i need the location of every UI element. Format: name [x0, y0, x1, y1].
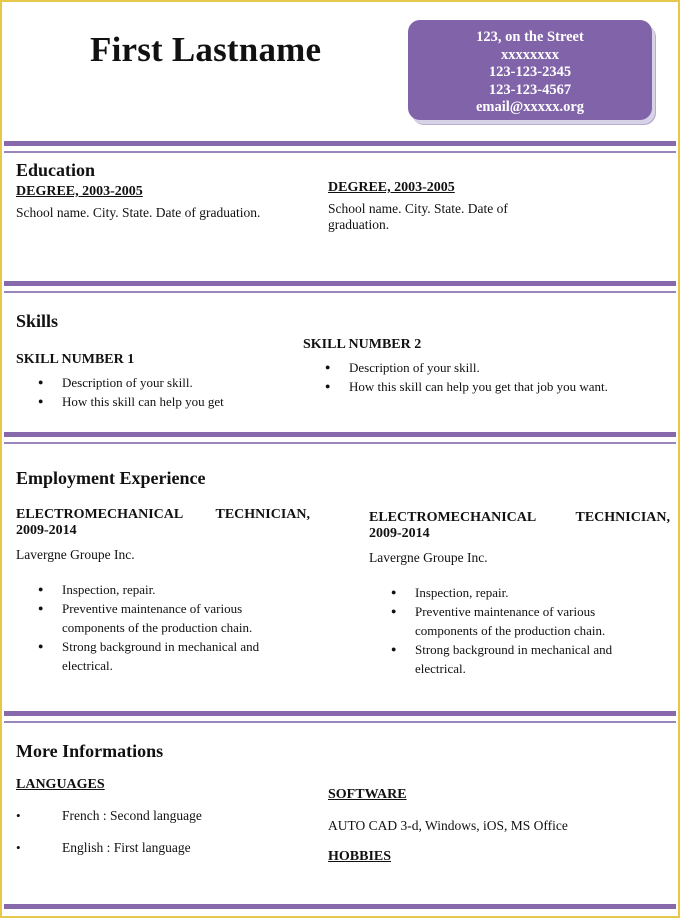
employment-entry-right — [369, 510, 670, 678]
candidate-name: First Lastname — [90, 30, 322, 69]
language-entry: English : First language — [62, 840, 191, 855]
list-item — [16, 840, 306, 872]
company-name: Lavergne Groupe Inc. — [16, 547, 135, 562]
education-details-left: School name. City. State. Date of graduation. — [16, 205, 261, 220]
bullet-icon: • — [16, 808, 21, 823]
section-divider — [4, 281, 676, 286]
more-info-heading: More Informations — [16, 741, 164, 761]
section-divider-thin — [4, 442, 676, 444]
list-item: ● Inspection, repair. — [369, 583, 639, 602]
contact-phone-2: 123-123-4567 — [488, 81, 572, 98]
job-title-word: ELECTROMECHANICAL — [369, 510, 537, 525]
employment-entry-left — [16, 507, 310, 675]
skill-list-right — [303, 358, 673, 396]
contact-email: email@xxxxx.org — [475, 99, 585, 115]
section-divider-thin — [4, 291, 676, 293]
job-years: 2009-2014 — [369, 526, 430, 541]
list-item: ● How this skill can help you get — [16, 392, 296, 411]
section-divider — [4, 141, 676, 146]
list-item: ● Description of your skill. — [303, 358, 673, 377]
contact-line: xxxxxxxx — [501, 46, 559, 63]
section-divider-thin — [4, 151, 676, 153]
bullet-icon: • — [16, 840, 21, 855]
list-item — [16, 808, 306, 840]
skills-heading: Skills — [16, 311, 59, 331]
list-item: ● Preventive maintenance of various components of the production chain. — [16, 599, 286, 637]
hobbies-heading: HOBBIES — [328, 849, 392, 864]
contact-address: 123, on the Street — [476, 29, 584, 45]
section-divider — [4, 904, 676, 909]
list-item: ● Inspection, repair. — [16, 580, 286, 599]
software-list: AUTO CAD 3-d, Windows, iOS, MS Office — [328, 818, 568, 833]
job-title — [369, 510, 670, 526]
job-title — [16, 507, 310, 523]
education-details-right — [328, 201, 558, 233]
languages-heading: LANGUAGES — [16, 777, 105, 792]
list-item: ● Preventive maintenance of various components of the production chain. — [369, 602, 639, 640]
contact-phone-1: 123-123-2345 — [488, 64, 572, 80]
education-degree-right: DEGREE, 2003-2005 — [328, 180, 455, 195]
job-title-word: TECHNICIAN, — [575, 510, 670, 525]
contact-box — [408, 20, 652, 120]
job-title-word: ELECTROMECHANICAL — [16, 507, 184, 522]
employment-heading: Employment Experience — [16, 468, 206, 488]
section-divider — [4, 711, 676, 716]
education-details-right-line2: graduation. — [328, 217, 390, 232]
languages-list — [16, 808, 306, 872]
skill-name-right: SKILL NUMBER 2 — [303, 337, 422, 352]
education-details-right-line1: School name. City. State. Date of — [328, 201, 508, 216]
education-heading: Education — [16, 160, 96, 180]
skill-name-left: SKILL NUMBER 1 — [16, 352, 135, 367]
job-years: 2009-2014 — [16, 523, 77, 538]
education-degree-left: DEGREE, 2003-2005 — [16, 184, 143, 199]
list-item: ● Strong background in mechanical and electrical. — [369, 640, 639, 678]
section-divider — [4, 432, 676, 437]
list-item: ● How this skill can help you get that job you want. — [303, 377, 673, 396]
company-name: Lavergne Groupe Inc. — [369, 550, 488, 565]
skill-list-left — [16, 373, 296, 411]
section-divider-thin — [4, 721, 676, 723]
language-entry: French : Second language — [62, 808, 202, 823]
software-heading: SOFTWARE — [328, 787, 407, 802]
list-item: ● Strong background in mechanical and electrical. — [16, 637, 286, 675]
list-item: ● Description of your skill. — [16, 373, 296, 392]
job-title-word: TECHNICIAN, — [215, 507, 310, 522]
